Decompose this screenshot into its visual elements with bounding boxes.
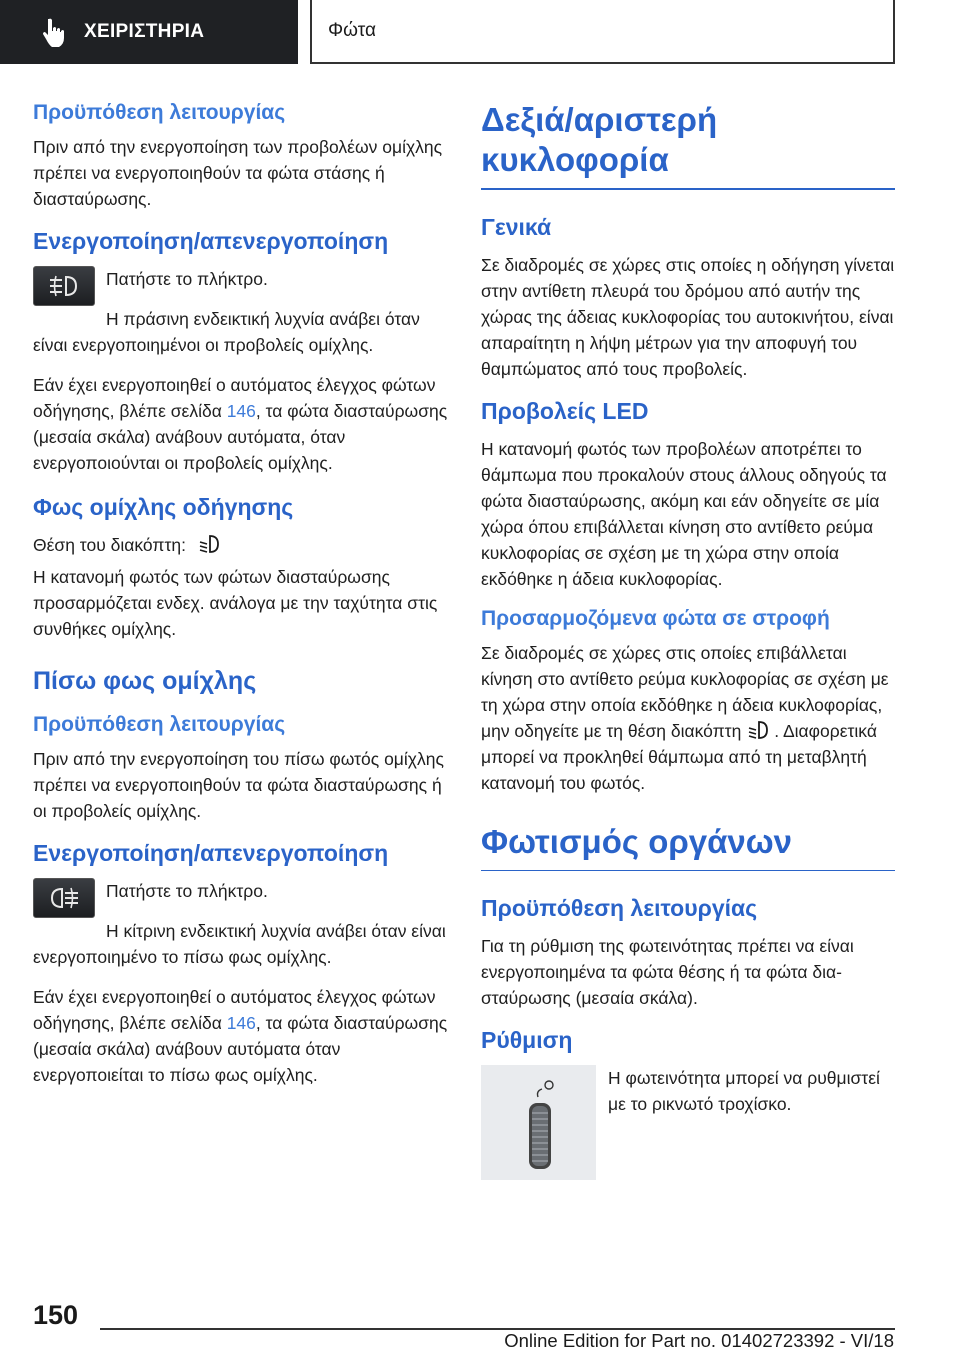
yellow-indicator-text: Η κίτρινη ενδεικτική λυχνία ανάβει όταν είναι ενεργοποιημένο το πίσω φως ομίχλης. — [33, 921, 446, 967]
left-column — [33, 100, 448, 1102]
section-tab — [0, 0, 298, 64]
heading-instrument-prerequisite: Προϋπόθεση λειτουργίας — [481, 895, 758, 921]
thumbwheel-image — [481, 1065, 596, 1180]
fog-light-button-row — [33, 266, 448, 306]
heading-prerequisite: Προϋπόθεση λειτουργίας — [33, 101, 286, 124]
chapter-tab — [310, 0, 895, 64]
section-divider — [481, 188, 895, 190]
page-link[interactable]: 146 — [226, 1013, 256, 1033]
heading-adjustment: Ρύθμιση — [481, 1027, 573, 1053]
page-link[interactable]: 146 — [226, 401, 256, 421]
heading-led-headlights: Προβολείς LED — [481, 397, 649, 424]
page-number: 150 — [33, 1300, 79, 1330]
low-beam-fog-icon — [746, 719, 770, 741]
heading-instrument-lighting: Φωτισμός οργάνων — [481, 822, 792, 860]
paragraph-prerequisite: Πριν από την ενεργοποίηση των προβολέων ομίχλης πρέπει να ενεργοποιηθούν τα φώτα στάσης ή διασταύρωσης. — [33, 137, 443, 209]
auto-headlight-text: Εάν έχει ενεργοποιηθεί ο αυτόματος έλεγχος φώτων οδήγησης, βλέπε σελίδα 146, τα φώτα διασταύρωσης (μεσαία σκάλα) ανάβουν αυτόματα, όταν ενεργοποιούνται οι προβολείς ομίχλης. — [33, 375, 448, 473]
right-column — [481, 100, 895, 1180]
edition-text: Online Edition for Part no. 01402723392 - VI/18 — [504, 1330, 894, 1351]
heading-driving-fog-light: Φως ομίχλης οδήγησης — [33, 494, 294, 520]
chapter-title: Φώτα — [328, 20, 376, 41]
hand-pointer-icon — [40, 17, 66, 47]
rear-auto-headlight-text: Εάν έχει ενεργοποιηθεί ο αυτόματος έλεγχος φώτων οδήγησης, βλέπε σελίδα 146, τα φώτα διασταύρωσης (μεσαία σκάλα) ανάβουν αυτόματα όταν ενεργοποιείται το πίσω φως ομίχλης. — [33, 987, 448, 1085]
heading-adaptive-lights: Προσαρμοζόμενα φώτα σε στροφή — [481, 606, 830, 630]
thumbwheel-icon — [509, 1073, 569, 1173]
heading-switch-on-off: Ενεργοποίηση/απενεργοποίηση — [33, 228, 389, 254]
rear-fog-light-button-image — [33, 878, 95, 918]
adaptive-text: Σε διαδρομές σε χώρες στις οποίες επιβάλλεται κίνηση στο αντίθετο ρεύμα κυκλοφορίας σε σχέση με τη χώρα στην οποία εκδόθηκε η άδεια κυκλοφορίας, μην οδηγείτε με τη θέση διακόπτη . Διαφορετικά μπορεί να προκληθεί θάμπωμα από τη μεταβλητή κατανομή του φωτός. — [481, 642, 889, 793]
heading-rear-on-off: Ενεργοποίηση/απενεργοποίηση — [33, 840, 389, 866]
instrument-prerequisite-text: Για τη ρύθμιση της φωτεινότητας πρέπει να είναι ενεργοποιημένα τα φώτα θέσης ή τα φώτα διασταύρωσης (μεσαία σκάλα). — [481, 936, 854, 1008]
sun-icon — [537, 1081, 553, 1097]
press-button-text: Πατήστε το πλήκτρο. — [106, 269, 268, 289]
front-fog-light-icon — [44, 273, 84, 299]
page-header — [0, 0, 960, 66]
heading-traffic-side: Δεξιά/αριστερή κυκλοφορία — [481, 101, 718, 178]
adjustment-row — [481, 1065, 895, 1180]
adjustment-text: Η φωτεινότητα μπορεί να ρυθμιστεί με το ρικνωτό τροχίσκο. — [608, 1068, 880, 1114]
rear-prerequisite-text: Πριν από την ενεργοποίηση του πίσω φωτός ομίχλης πρέπει να ενεργοποιηθούν τα φώτα διασταύρωσης ή οι προβολείς ομίχλης. — [33, 749, 444, 821]
led-text: Η κατανομή φωτός των προβολέων αποτρέπει το θάμπωμα που προκαλούν στους άλλους οδηγούς τα φώτα διασταύρωσης, ακόμη και εάν οδηγείτε σε μία χώρα όπου επιβάλλεται κίνηση στο αντίθετο ρεύμα κυκλοφορίας σε σχέση με τη χώρα στην οποία εκδόθηκε η άδεια κυκλοφορίας. — [481, 438, 887, 589]
low-beam-fog-icon — [197, 533, 221, 555]
general-text: Σε διαδρομές σε χώρες στις οποίες η οδήγηση γίνεται στην αντίθετη πλευρά του δρόμου από αυτήν της χώρας της άδειας κυκλοφορίας του αυτοκινήτου, είναι απαραίτητη η λήψη μέτρων για την αποφυγή του θαμπώματος από τους προβολείς. — [481, 254, 895, 379]
heading-rear-prerequisite: Προϋπόθεση λειτουργίας — [33, 713, 286, 736]
driving-fog-text: Η κατανομή φωτός των φώτων διασταύρωσης προσαρμόζεται ενδεχ. ανάλογα με την ταχύτητα στις συνθήκες ομίχλης. — [33, 567, 438, 639]
heading-rear-fog-light: Πίσω φως ομίχλης — [33, 667, 257, 695]
rear-fog-light-icon — [44, 885, 84, 911]
heading-general: Γενικά — [481, 213, 552, 240]
green-indicator-text: Η πράσινη ενδεικτική λυχνία ανάβει όταν είναι ενεργοποιημένοι οι προβολείς ομίχλης. — [33, 309, 420, 355]
rear-fog-button-row — [33, 878, 448, 918]
switch-position-text: Θέση του διακόπτη: — [33, 532, 448, 558]
section-title: ΧΕΙΡΙΣΤΗΡΙΑ — [84, 21, 205, 42]
section-divider — [481, 870, 895, 872]
front-fog-light-button-image — [33, 266, 95, 306]
rear-press-text: Πατήστε το πλήκτρο. — [106, 881, 268, 901]
